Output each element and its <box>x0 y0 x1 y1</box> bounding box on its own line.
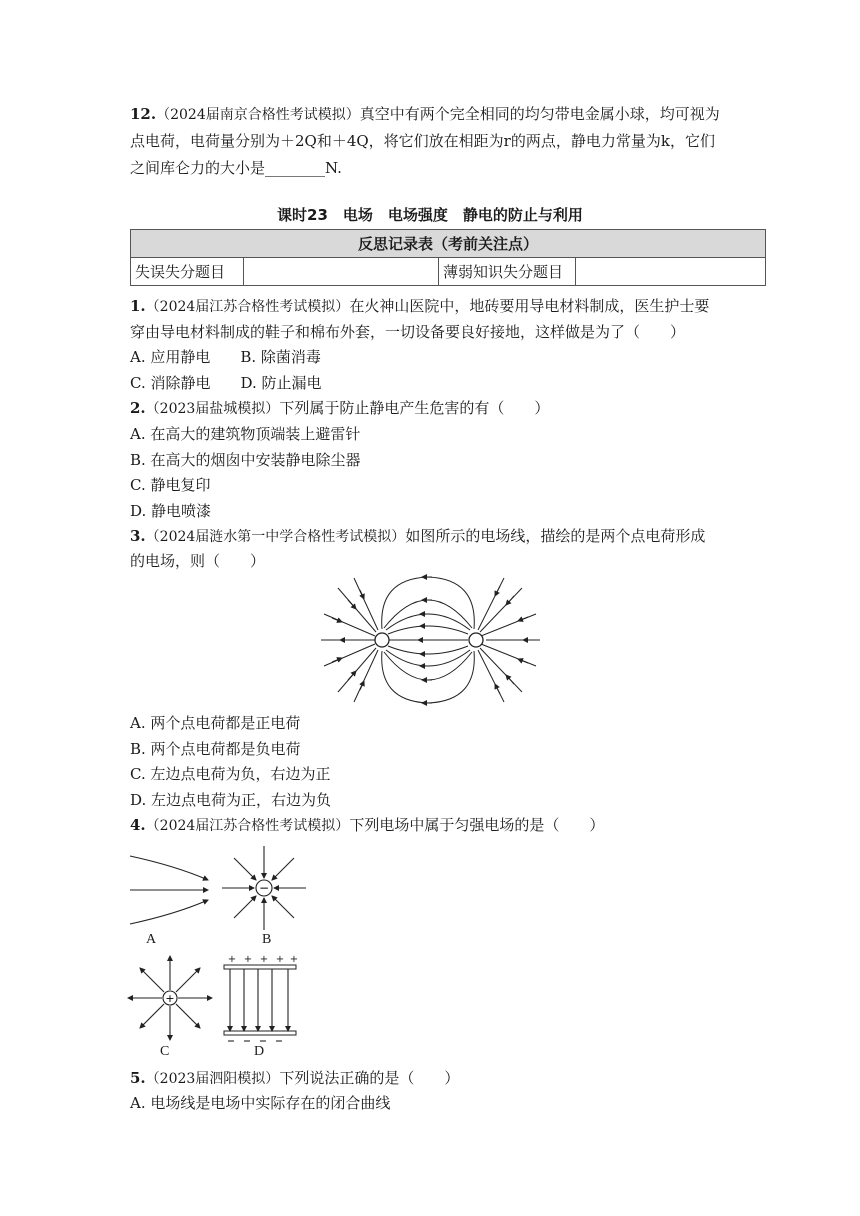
q12-line3: 之间库仑力的大小是________N. <box>130 159 342 177</box>
mistake-questions-label: 失误失分题目 <box>131 258 244 286</box>
weak-knowledge-field[interactable] <box>576 258 766 286</box>
mistake-questions-field[interactable] <box>244 258 439 286</box>
q4-number: 4. <box>130 816 146 834</box>
right-charge <box>469 633 483 647</box>
q1-line2: 穿由导电材料制成的鞋子和棉布外套，一切设备要良好接地，这样做是为了（ ） <box>130 323 686 341</box>
q3-line2: 的电场，则（ ） <box>130 552 266 570</box>
q12-line2: 点电荷，电荷量分别为＋2Q和＋4Q，将它们放在相距为r的两点，静电力常量为k，它们 <box>130 132 715 150</box>
lesson-title: 课时23 电场 电场强度 静电的防止与利用 <box>277 206 583 224</box>
field-lines-figure <box>318 574 543 706</box>
q3-option-a: A. 两个点电荷都是正电荷 <box>130 714 301 732</box>
svg-text:+: + <box>243 954 253 965</box>
q2-option-b: B. 在高大的烟囱中安装静电除尘器 <box>130 451 361 469</box>
weak-knowledge-label: 薄弱知识失分题目 <box>439 258 576 286</box>
q2-text: 下列属于防止静电产生危害的有（ ） <box>279 399 550 417</box>
q1-source: （2024届江苏合格性考试模拟） <box>145 299 350 315</box>
q12-text: 真空中有两个完全相同的均匀带电金属小球，均可视为 <box>359 105 720 123</box>
figure-b-field <box>220 844 308 932</box>
q12-source: （2024届南京合格性考试模拟） <box>156 107 360 123</box>
reflection-table <box>130 229 766 286</box>
left-charge <box>375 633 389 647</box>
q1-options-cd: C. 消除静电 D. 防止漏电 <box>130 374 322 392</box>
figure-d-field <box>218 952 300 1046</box>
q3-number: 3. <box>130 527 146 545</box>
q12-line1 <box>130 104 720 125</box>
figure-c-field <box>126 954 214 1042</box>
figure-a-field <box>126 850 212 930</box>
q5-line1 <box>130 1068 459 1089</box>
q4-text: 下列电场中属于匀强电场的是（ ） <box>349 816 605 834</box>
svg-text:+: + <box>275 954 285 965</box>
q1-number: 1. <box>130 297 146 315</box>
q5-option-a: A. 电场线是电场中实际存在的闭合曲线 <box>130 1094 391 1112</box>
figure-c-plus-sign: + <box>165 992 175 1005</box>
q2-source: （2023届盐城模拟） <box>145 401 280 417</box>
q1-options-ab: A. 应用静电 B. 除菌消毒 <box>130 348 321 366</box>
q2-line1 <box>130 398 549 419</box>
figure-d-label: D <box>254 1044 265 1059</box>
q2-number: 2. <box>130 399 146 417</box>
q4-source: （2024届江苏合格性考试模拟） <box>145 818 350 834</box>
q5-source: （2023届泗阳模拟） <box>145 1071 280 1087</box>
svg-text:+: + <box>227 954 237 965</box>
figure-c-label: C <box>160 1044 170 1059</box>
q1-line1 <box>130 296 709 317</box>
q3-option-c: C. 左边点电荷为负，右边为正 <box>130 765 331 783</box>
q3-line1 <box>130 526 705 547</box>
q2-option-d: D. 静电喷漆 <box>130 502 212 520</box>
q3-option-b: B. 两个点电荷都是负电荷 <box>130 740 301 758</box>
reflection-table-header: 反思记录表（考前关注点） <box>131 230 766 258</box>
svg-text:+: + <box>289 954 299 965</box>
q12-number: 12. <box>130 105 157 123</box>
q2-option-c: C. 静电复印 <box>130 476 211 494</box>
q1-text: 在火神山医院中，地砖要用导电材料制成，医生护士要 <box>349 297 710 315</box>
q3-text: 如图所示的电场线，描绘的是两个点电荷形成 <box>405 527 706 545</box>
svg-text:+: + <box>259 954 269 965</box>
q3-option-d: D. 左边点电荷为正，右边为负 <box>130 791 332 809</box>
q3-source: （2024届涟水第一中学合格性考试模拟） <box>145 529 406 545</box>
figure-a-label: A <box>146 932 157 947</box>
q5-number: 5. <box>130 1069 146 1087</box>
q5-text: 下列说法正确的是（ ） <box>279 1069 460 1087</box>
q4-line1 <box>130 815 604 836</box>
q2-option-a: A. 在高大的建筑物顶端装上避雷针 <box>130 425 361 443</box>
figure-b-minus-sign: − <box>258 881 270 895</box>
figure-b-label: B <box>262 932 272 947</box>
